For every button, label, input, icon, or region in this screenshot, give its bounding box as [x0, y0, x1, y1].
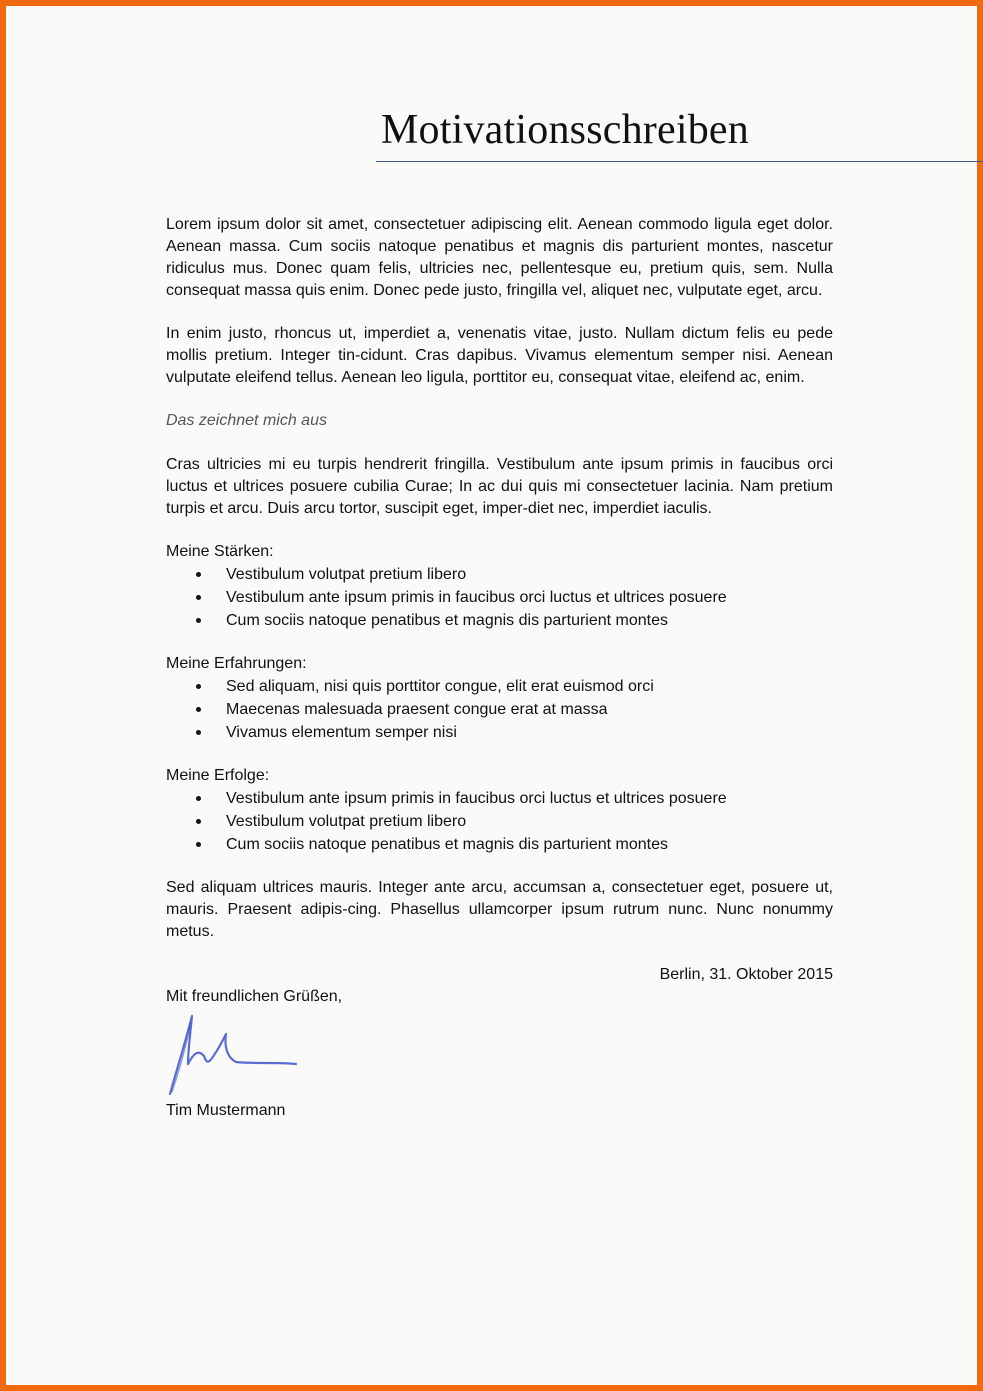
list-staerken	[166, 563, 833, 632]
bullet-icon	[196, 730, 201, 735]
list-erfolge	[166, 787, 833, 856]
list-item	[166, 810, 833, 833]
bullet-icon	[196, 595, 201, 600]
bullet-icon	[196, 796, 201, 801]
signature-icon	[166, 1012, 301, 1100]
date-line: Berlin, 31. Oktober 2015	[659, 966, 833, 983]
document-title: Motivationsschreiben	[381, 107, 749, 153]
list-item	[166, 563, 833, 586]
list-item-text: Vestibulum volutpat pretium libero	[226, 813, 467, 830]
list-item	[166, 609, 833, 632]
list-item-text: Vestibulum ante ipsum primis in faucibus orci luctus et ultrices posuere	[226, 790, 727, 807]
list-item	[166, 698, 833, 721]
list-erfahrungen	[166, 675, 833, 744]
bullet-icon	[196, 707, 201, 712]
bullet-icon	[196, 819, 201, 824]
list-item	[166, 675, 833, 698]
intro-paragraph: Cras ultricies mi eu turpis hendrerit fringilla. Vestibulum ante ipsum primis in faucibus orci luctus et ultrices posuere cubilia Curae; In ac dui quis mi consectetuer lacinia. Nam pretium turpis et arcu. Duis arcu tortor, suscipit eget, imper-diet nec, imperdiet iaculis.	[166, 456, 833, 517]
subheading: Das zeichnet mich aus	[166, 412, 327, 429]
bullet-icon	[196, 618, 201, 623]
paragraph-1: Lorem ipsum dolor sit amet, consectetuer adipiscing elit. Aenean commodo ligula eget dolor. Aenean massa. Cum sociis natoque penatibus et magnis dis parturient montes, nascetur ridiculus mus. Donec quam felis, ultricies nec, pellentesque eu, pretium quis, sem. Nulla consequat massa quis enim. Donec pede justo, fringilla vel, aliquet nec, vulputate eget, arcu.	[166, 216, 833, 299]
list-item-text: Vivamus elementum semper nisi	[226, 724, 457, 741]
list-item-text: Maecenas malesuada praesent congue erat at massa	[226, 701, 608, 718]
signer-name: Tim Mustermann	[166, 1102, 286, 1119]
list-item-text: Cum sociis natoque penatibus et magnis dis parturient montes	[226, 836, 669, 853]
list-heading-erfahrungen: Meine Erfahrungen:	[166, 655, 307, 672]
list-heading-erfolge: Meine Erfolge:	[166, 767, 270, 784]
title-underline	[376, 161, 983, 162]
bullet-icon	[196, 684, 201, 689]
paragraph-2: In enim justo, rhoncus ut, imperdiet a, venenatis vitae, justo. Nullam dictum felis eu pede mollis pretium. Integer tin-cidunt. Cras dapibus. Vivamus elementum semper nisi. Aenean vulputate eleifend tellus. Aenean leo ligula, porttitor eu, consequat vitae, eleifend ac, enim.	[166, 325, 833, 386]
list-item	[166, 787, 833, 810]
list-item-text: Sed aliquam, nisi quis porttitor congue, elit erat euismod orci	[226, 678, 654, 695]
list-item-text: Cum sociis natoque penatibus et magnis dis parturient montes	[226, 612, 669, 629]
list-heading-staerken: Meine Stärken:	[166, 543, 274, 560]
list-item	[166, 833, 833, 856]
list-item	[166, 721, 833, 744]
list-item	[166, 586, 833, 609]
bullet-icon	[196, 572, 201, 577]
greeting: Mit freundlichen Grüßen,	[166, 988, 343, 1005]
bullet-icon	[196, 842, 201, 847]
closing-paragraph: Sed aliquam ultrices mauris. Integer ante arcu, accumsan a, consectetuer eget, posuere ut, mauris. Praesent adipis-cing. Phasellus ullamcorper ipsum rutrum nunc. Nunc nonummy metus.	[166, 879, 833, 940]
list-item-text: Vestibulum volutpat pretium libero	[226, 566, 467, 583]
letter-body	[166, 214, 833, 1122]
list-item-text: Vestibulum ante ipsum primis in faucibus orci luctus et ultrices posuere	[226, 589, 727, 606]
